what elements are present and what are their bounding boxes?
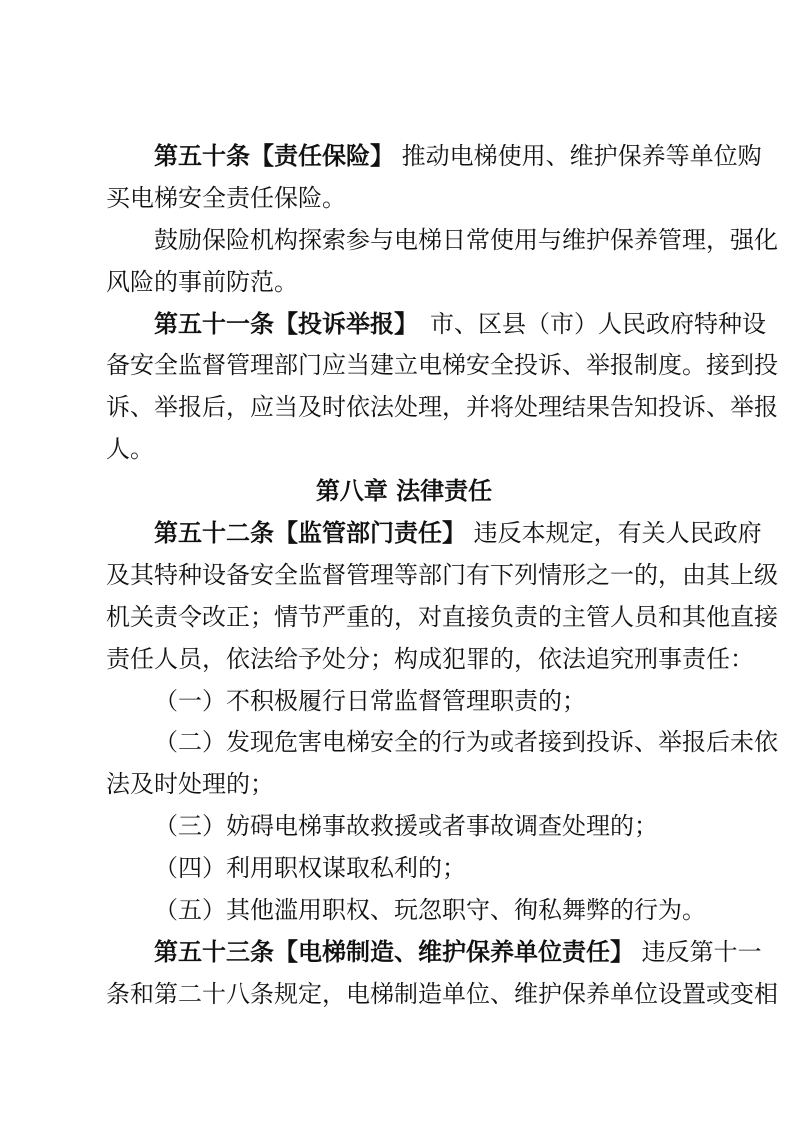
article-52-line-1 <box>106 513 762 555</box>
article-51-title: 第五十一条【投诉举报】 <box>154 309 406 338</box>
article-51-line-4: 人。 <box>106 435 154 464</box>
document-page <box>106 136 778 1016</box>
list-item-1: （一）不积极履行日常监督管理职责的； <box>154 686 586 715</box>
article-51-line-2: 备安全监督管理部门应当建立电梯安全投诉、举报制度。接到投 <box>106 351 778 380</box>
article-51-line-3: 诉、举报后，应当及时依法处理，并将处理结果告知投诉、举报 <box>106 393 778 422</box>
article-text: 市、区县（市）人民政府特种设 <box>406 309 766 338</box>
chapter-heading: 第八章 法律责任 <box>315 477 493 506</box>
article-50-para-2-line-1: 鼓励保险机构探索参与电梯日常使用与维护保养管理，强化 <box>154 225 778 254</box>
article-52-line-4: 责任人员，依法给予处分；构成犯罪的，依法追究刑事责任： <box>106 644 754 673</box>
article-52-line-2: 及其特种设备安全监督管理等部门有下列情形之一的，由其上级 <box>106 560 778 589</box>
article-51-line-1 <box>106 304 766 346</box>
article-52-line-3: 机关责令改正；情节严重的，对直接负责的主管人员和其他直接 <box>106 602 778 631</box>
article-text: 推动电梯使用、维护保养等单位购 <box>394 142 762 170</box>
article-50-para-2-line-2: 风险的事前防范。 <box>106 267 298 296</box>
article-50-line-2: 买电梯安全责任保险。 <box>106 183 346 212</box>
article-50-line-1 <box>106 136 762 178</box>
list-item-2: （二）发现危害电梯安全的行为或者接到投诉、举报后未依 <box>154 728 778 757</box>
article-53-title: 第五十三条【电梯制造、维护保养单位责任】 <box>154 937 634 966</box>
list-item-3: （三）妨碍电梯事故救援或者事故调查处理的； <box>154 812 658 841</box>
list-item-4: （四）利用职权谋取私利的； <box>154 854 466 883</box>
article-text: 违反第十一 <box>634 937 762 966</box>
article-52-title: 第五十二条【监管部门责任】 <box>154 519 466 548</box>
article-50-title: 第五十条【责任保险】 <box>154 142 394 170</box>
list-item-5: （五）其他滥用职权、玩忽职守、徇私舞弊的行为。 <box>154 896 706 925</box>
list-item-2-cont: 法及时处理的； <box>106 770 274 799</box>
article-text: 违反本规定，有关人民政府 <box>466 519 762 548</box>
article-53-line-1 <box>106 932 762 974</box>
article-53-line-2: 条和第二十八条规定，电梯制造单位、维护保养单位设置或变相 <box>106 979 778 1008</box>
